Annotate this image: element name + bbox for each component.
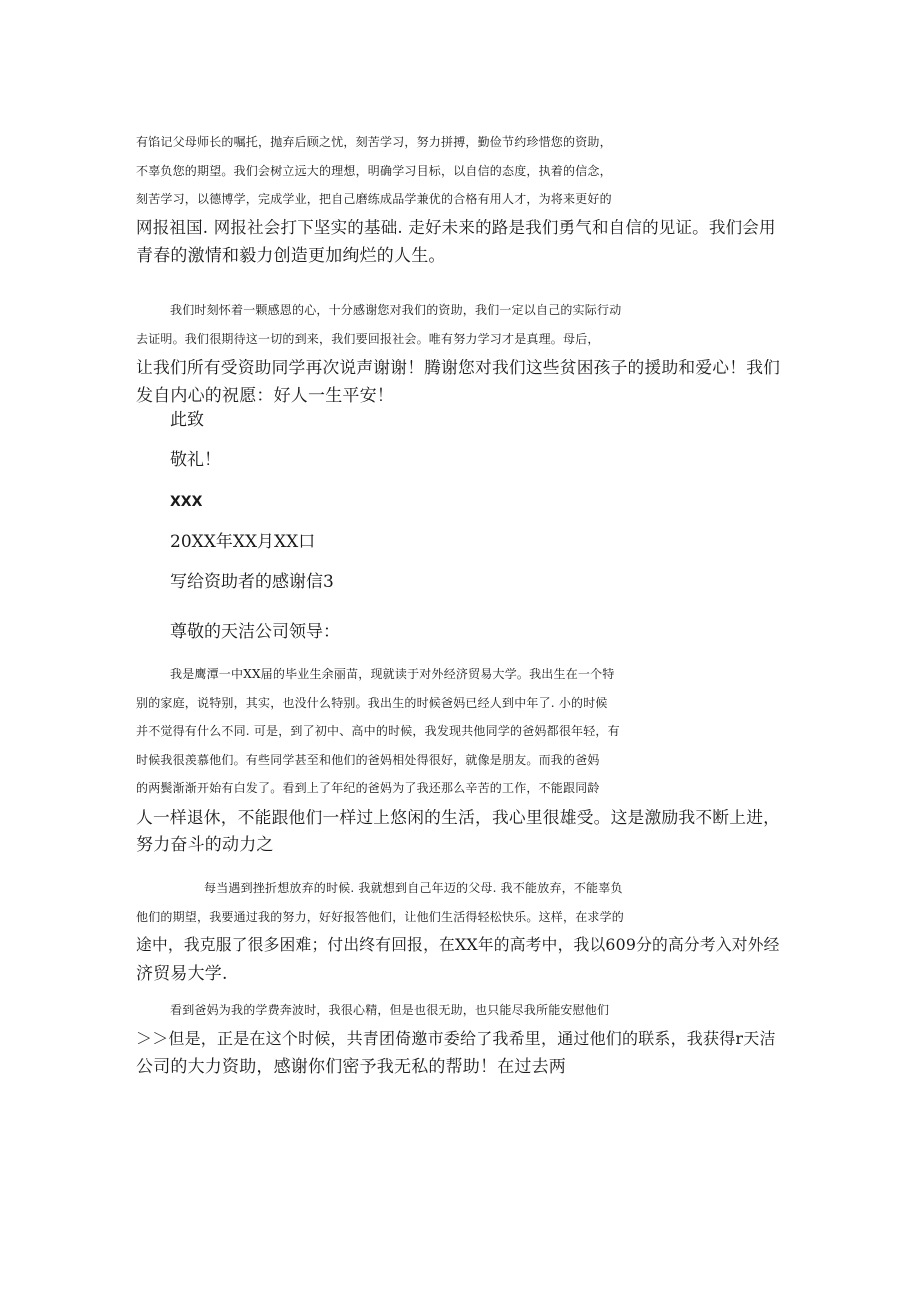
text-line: 有馅记父母师长的嘱托，抛弃后顾之忧，刻苦学习，努力拼搏，勤俭节约珍惜您的资助，: [136, 135, 612, 149]
text-line: 不辜负您的期望。我们会树立远大的理想，明确学习目标，以自信的态度，执着的信念，: [136, 163, 612, 178]
text-line: 我们时刻怀着一颗感恩的心，十分感谢您对我们的资助，我们一定以自己的实际行动: [170, 303, 622, 317]
text-line: 努力奋斗的动力之: [136, 835, 274, 855]
salutation: 尊敬的天洁公司领导：: [170, 622, 340, 642]
text-line: 公司的大力资助，感谢你们密予我无私的帮助！在过去两: [136, 1057, 566, 1077]
paragraph-5: [136, 996, 776, 1082]
text-line: 每当遇到挫折想放弃的时候. 我就想到自己年迈的父母. 我不能放弃，不能辜负: [204, 881, 623, 895]
paragraph-2: [136, 296, 780, 410]
text-line: 人一样退休，不能跟他们一样过上悠闲的生活，我心里很雄受。这是激励我不断上进，: [136, 806, 781, 827]
text-line: ＞＞但是，正是在这个时候，共青团倚邀市委给了我希里，通过他们的联系，我获得r天洁: [136, 1028, 776, 1048]
text-line: 并不觉得有什么不同. 可是，到了初中、高中的时候，我发现共他同学的爸妈都很年轻，有: [136, 724, 620, 738]
text-line: 去证明。我们很期待这一切的到来，我们要回报社会。唯有努力学习才是真理。母后，: [136, 331, 600, 346]
text-line: 让我们所有受资助同学再次说声谢谢！腾谢您对我们这些贫困孩子的援助和爱心！我们: [136, 357, 781, 377]
closing-line-1: 此致: [170, 410, 204, 430]
text-line: 刻苦学习，以德博学，完成学业，把自己磨练成品学兼优的合格有用人才，为将来更好的: [136, 192, 612, 206]
date-line: 20XX年XX月XX口: [170, 532, 316, 552]
text-line: 途中，我克服了很多困难；付出终有回报，在XX年的高考中，我以609分的高分考入对外经: [136, 935, 780, 954]
text-line: 我是鹰潭一中XX届的毕业生余丽苗，现就读于对外经济贸易大学。我出生在一个特: [170, 667, 615, 681]
text-line: 别的家庭，说特别，其实，也没什么特别。我出生的时候爸妈已经人到中年了. 小的时候: [136, 695, 608, 710]
text-line: 济贸易大学.: [136, 963, 228, 984]
signature: XXX: [170, 494, 203, 510]
paragraph-4: [136, 874, 780, 988]
section-title: 写给资助者的感谢信3: [170, 572, 334, 592]
paragraph-3: [136, 660, 780, 860]
closing-line-2: 敬礼！: [170, 450, 221, 470]
text-line: 发自内心的祝愿：好人一生平安！: [136, 385, 394, 406]
text-line: 时候我很羡慕他们。有些同学甚至和他们的爸妈相处得很好，就像是朋友。而我的爸妈: [136, 752, 600, 767]
text-line: 网报祖国. 网报社会打下坚实的基础. 走好未来的路是我们勇气和自信的见证。我们会用: [136, 217, 776, 237]
text-line: 看到爸妈为我的学费奔波时，我很心精，但是也很无助，也只能尽我所能安慰他们: [170, 1003, 610, 1017]
text-line: 他们的期望，我要通过我的努力，好好报答他们，让他们生活得轻松快乐。这样，在求学的: [136, 909, 625, 924]
text-line: 的两鬓渐渐开始有白发了。看到上了年纪的爸妈为了我还那么辛苦的工作，不能跟同龄: [136, 781, 600, 795]
text-line: 青春的激情和毅力创造更加绚烂的人生。: [136, 246, 446, 266]
paragraph-1: [136, 128, 776, 271]
